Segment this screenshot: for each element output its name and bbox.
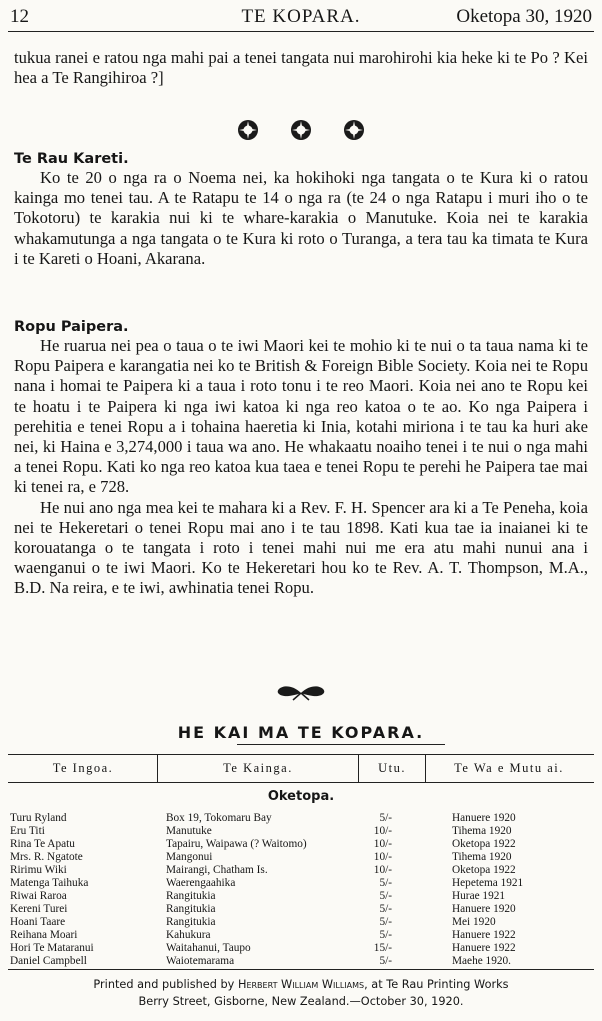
expiry-date: Oketopa 1922 — [452, 838, 516, 850]
subscriber-name: Mrs. R. Ngatote — [10, 851, 83, 863]
table-row — [0, 916, 602, 928]
intro-block — [14, 48, 588, 88]
section-body — [14, 336, 588, 599]
publication-title: TE KOPARA. — [241, 6, 361, 27]
subscriber-name: Rina Te Apatu — [10, 838, 75, 850]
table-row — [0, 942, 602, 954]
table-row — [0, 812, 602, 824]
table-row — [0, 890, 602, 902]
imprint-text: , at Te Rau Printing Works — [364, 978, 509, 991]
subscriber-address: Waiotemarama — [166, 955, 235, 967]
issue-date: Oketopa 30, 1920 — [456, 6, 592, 27]
subscriber-address: Kahukura — [166, 929, 211, 941]
imprint-line: Berry Street, Gisborne, New Zealand.—October 30, 1920. — [138, 995, 464, 1008]
table-row — [0, 825, 602, 837]
subscriber-name: Reihana Moari — [10, 929, 78, 941]
subscriber-name: Matenga Taihuka — [10, 877, 89, 889]
flower-ornament-icon — [236, 118, 260, 142]
table-row — [0, 955, 602, 967]
expiry-date: Hanuere 1920 — [452, 903, 516, 915]
table-rule — [8, 782, 594, 783]
subscriber-name: Kereni Turei — [10, 903, 68, 915]
subscriber-address: Waerengaahika — [166, 877, 236, 889]
table-row — [0, 877, 602, 889]
subscriber-address: Mairangi, Chatham Is. — [166, 864, 268, 876]
column-header: Te Wa e Mutu ai. — [454, 761, 564, 775]
subscriber-name: Ririmu Wiki — [10, 864, 67, 876]
table-row — [0, 929, 602, 941]
column-header: Utu. — [378, 761, 406, 775]
subscriber-name: Hoani Taare — [10, 916, 66, 928]
subscriber-address: Rangitukia — [166, 916, 216, 928]
subscriber-address: Rangitukia — [166, 890, 216, 902]
imprint-text: Printed and published by — [93, 978, 235, 991]
expiry-date: Hanuere 1922 — [452, 942, 516, 954]
table-row — [0, 838, 602, 850]
expiry-date: Maehe 1920. — [452, 955, 511, 967]
subscriber-name: Turu Ryland — [10, 812, 67, 824]
expiry-date: Hepetema 1921 — [452, 877, 524, 889]
subscriber-address: Rangitukia — [166, 903, 216, 915]
expiry-date: Hurae 1921 — [452, 890, 506, 902]
title-underline — [237, 744, 445, 745]
section-paragraph: He ruarua nei pea o taua o te iwi Maori kei te mohio ki te nui o ta taua nama ki te Ropu Paipera e karangatia nei ko te British & Foreign Bible Society. Koia nei te Ropu nana i homai te Paipera ki a taua i roto tonu i te reo Maori. Koia nei ano te Ropu kei te hoatu i te Paipera ki nga iwi katoa ki nga reo katoa o te ao. Ko nga Paipera i perehitia e tenei Ropu a i tohaina haeretia ki Inia, kotahi miriona i te tau ka huri ake nei, ki Haina e 3,274,000 i taua wa ano. He whakaatu noaiho tenei i te nui o nga mahi a tenei Ropu. Kati ko nga reo katoa kua taea e tenei Ropu te perehi he Paipera tae mai ki tenei ra, e 728. — [14, 336, 588, 497]
amount-paid: 10/- — [373, 851, 392, 863]
expiry-date: Mei 1920 — [452, 916, 496, 928]
expiry-date: Hanuere 1922 — [452, 929, 516, 941]
amount-paid: 5/- — [379, 929, 392, 941]
subscriber-address: Manutuke — [166, 825, 212, 837]
amount-paid: 5/- — [379, 877, 392, 889]
section-heading: Ropu Paipera. — [14, 319, 129, 335]
section-paragraph: He nui ano nga mea kei te mahara ki a Rev. F. H. Spencer ara ki a Te Peneha, koia nei te Hekeretari o tenei Ropu mai ano i te tau 1898. Kati kua tae ia inaianei ki te korouatanga o te tangata i roto i tenei mahi nui me era atu mahi nunui ana i waenganui o te iwi Maori. Ko te Hekeretari hou ko te Rev. A. T. Thompson, M.A., B.D. Na reira, e te iwi, awhinatia tenei Ropu. — [14, 497, 588, 598]
expiry-date: Oketopa 1922 — [452, 864, 516, 876]
section-heading: Te Rau Kareti. — [14, 151, 129, 167]
expiry-date: Hanuere 1920 — [452, 812, 516, 824]
section-body — [14, 168, 588, 269]
amount-paid: 10/- — [373, 838, 392, 850]
subscriber-name: Hori Te Mataranui — [10, 942, 94, 954]
subscriber-address: Waitahanui, Taupo — [166, 942, 251, 954]
amount-paid: 5/- — [379, 812, 392, 824]
column-header: Te Kainga. — [223, 761, 293, 775]
expiry-date: Tihema 1920 — [452, 851, 512, 863]
flower-ornament-icon — [289, 118, 313, 142]
table-row — [0, 864, 602, 876]
table-row — [0, 851, 602, 863]
subscriber-address: Tapairu, Waipawa (? Waitomo) — [166, 838, 307, 850]
subscriptions-title: HE KAI MA TE KOPARA. — [177, 723, 425, 742]
printer-name: Herbert William Williams — [237, 978, 365, 991]
subscriber-name: Riwai Raroa — [10, 890, 67, 902]
table-rule — [8, 969, 594, 970]
subscriber-name: Eru Titi — [10, 825, 45, 837]
amount-paid: 10/- — [373, 864, 392, 876]
header-rule — [8, 31, 594, 32]
subscriber-address: Box 19, Tokomaru Bay — [166, 812, 272, 824]
section-paragraph: Ko te 20 o nga ra o Noema nei, ka hokihoki nga tangata o te Kura ki o ratou kainga mo tenei tau. A te Ratapu te 14 o nga ra (te 24 o nga Ratapu i muri iho o te Tokotoru) te karakia nui ki te whare-karakia o Manutuke. Koia nei te karakia whakamutunga a nga tangata o te Kura ki roto o Turanga, a tera tau ka timata te Kura i te Kareti o Hoani, Akarana. — [14, 168, 588, 268]
amount-paid: 5/- — [379, 916, 392, 928]
subscriber-name: Daniel Campbell — [10, 955, 87, 967]
flower-ornament-icon — [342, 118, 366, 142]
amount-paid: 5/- — [379, 890, 392, 902]
amount-paid: 5/- — [379, 955, 392, 967]
intro-paragraph: tukua ranei e ratou nga mahi pai a tenei tangata nui marohirohi kia heke ki te Po ? Kei hea a Te Rangihiroa ?] — [14, 48, 588, 88]
page-number: 12 — [10, 6, 29, 27]
bow-ornament-icon — [271, 685, 331, 701]
imprint-line — [0, 976, 602, 993]
running-header — [0, 4, 602, 32]
imprint — [0, 976, 602, 1010]
expiry-date: Tihema 1920 — [452, 825, 512, 837]
amount-paid: 10/- — [373, 825, 392, 837]
amount-paid: 15/- — [373, 942, 392, 954]
table-rule — [8, 754, 594, 755]
subscriber-address: Mangonui — [166, 851, 213, 863]
column-header: Te Ingoa. — [52, 761, 114, 775]
month-label: Oketopa. — [267, 789, 335, 804]
flower-ornament-row — [236, 118, 366, 142]
amount-paid: 5/- — [379, 903, 392, 915]
table-row — [0, 903, 602, 915]
